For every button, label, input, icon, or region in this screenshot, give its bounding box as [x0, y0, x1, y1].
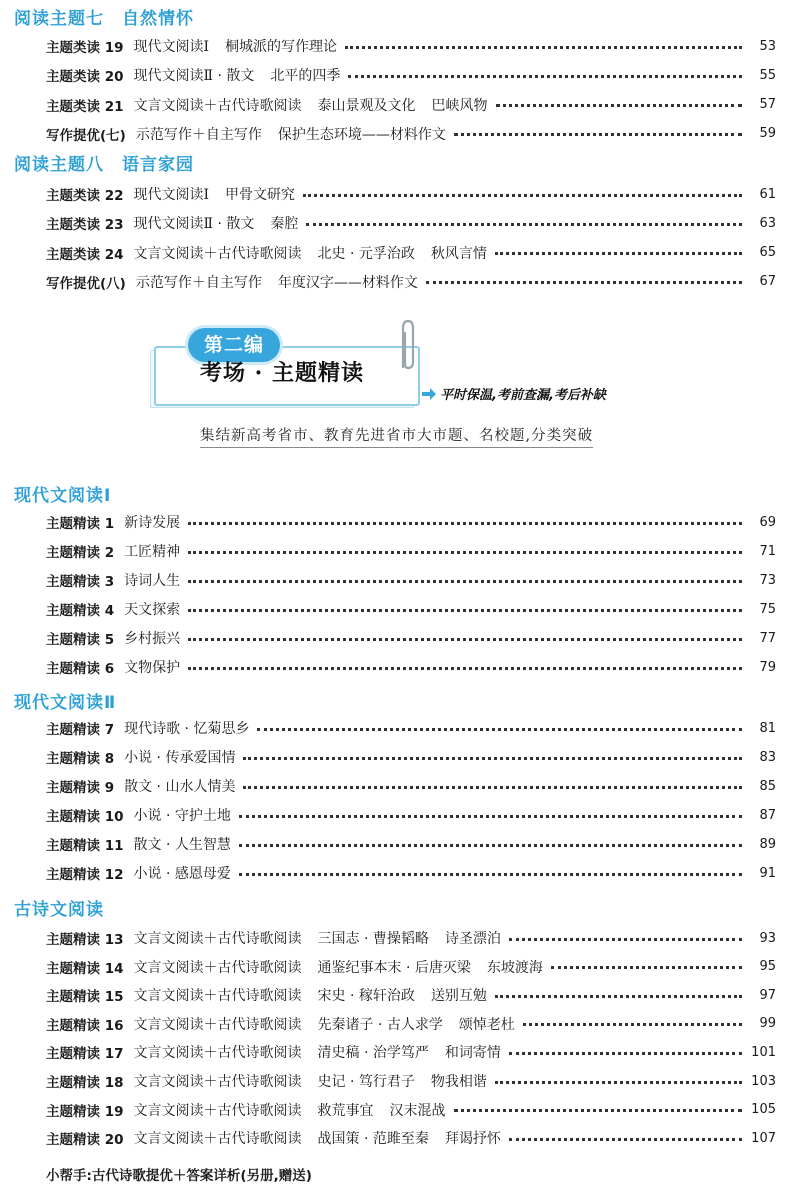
page-number: 83 [759, 749, 776, 765]
page-number: 73 [759, 572, 776, 588]
dot-leader [239, 844, 742, 847]
entry-title: 文言文阅读＋古代诗歌阅读 [133, 245, 302, 262]
page-number: 107 [751, 1130, 776, 1146]
entry-title: 文言文阅读＋古代诗歌阅读 [133, 959, 302, 976]
dot-leader [495, 995, 742, 998]
entry-label: 主题精读 10 [46, 809, 124, 825]
dot-leader [495, 1081, 742, 1084]
toc-entry[interactable] [46, 568, 776, 592]
entry-title: 现代诗歌 · 忆菊思乡 [124, 721, 250, 737]
dot-leader [509, 1138, 742, 1141]
section-heading: 古诗文阅读 [14, 900, 104, 920]
entry-title: 新诗发展 [124, 515, 181, 531]
page-number: 91 [759, 865, 776, 881]
entry-label: 主题类读 19 [46, 40, 124, 56]
page-number: 67 [759, 274, 776, 290]
entry-subtitle-2: 诗圣漂泊 [444, 931, 501, 947]
entry-subtitle-2: 拜谒抒怀 [444, 1131, 501, 1148]
entry-title: 诗词人生 [124, 573, 181, 589]
page-number: 97 [759, 987, 776, 1003]
entry-title: 现代文阅读Ⅱ · 散文 [133, 68, 255, 85]
entry-label: 主题精读 5 [46, 632, 115, 648]
entry-subtitle-2: 秋风言情 [430, 245, 487, 262]
entry-label: 写作提优(八) [46, 275, 126, 292]
toc-entry[interactable] [46, 34, 776, 58]
dot-leader [243, 786, 742, 789]
page-number: 85 [759, 778, 776, 794]
entry-label: 主题精读 14 [46, 960, 124, 977]
entry-label: 主题精读 7 [46, 722, 115, 738]
entry-title: 文言文阅读＋古代诗歌阅读 [133, 1016, 302, 1033]
entry-subtitle: 泰山景观及文化 [317, 97, 416, 114]
dot-leader [509, 1052, 742, 1055]
dot-leader [188, 580, 742, 583]
entry-subtitle: 通鉴纪事本末 · 后唐灭梁 [317, 959, 471, 976]
page-number: 71 [759, 543, 776, 559]
paperclip-icon [395, 318, 419, 374]
entry-title: 小说 · 传承爱国情 [124, 750, 236, 766]
entry-label: 主题类读 22 [46, 188, 124, 204]
entry-subtitle-2: 颂悼老杜 [458, 1016, 515, 1033]
toc-entry[interactable] [46, 539, 776, 563]
entry-subtitle: 清史稿 · 治学笃严 [317, 1045, 429, 1062]
entry-subtitle: 北平的四季 [270, 68, 341, 85]
entry-label: 主题精读 16 [46, 1017, 124, 1034]
toc-entry[interactable] [46, 1012, 776, 1036]
toc-entry[interactable] [46, 926, 776, 950]
dot-leader [188, 667, 742, 670]
dot-leader [306, 223, 742, 226]
arrow-right-icon [422, 388, 436, 400]
entry-title: 示范写作＋自主写作 [135, 126, 262, 143]
entry-label: 主题精读 11 [46, 838, 124, 854]
part-title: 考场 · 主题精读 [200, 360, 364, 386]
dot-leader [348, 75, 742, 78]
entry-label: 主题精读 2 [46, 545, 115, 561]
toc-entry[interactable] [46, 955, 776, 979]
entry-title: 文言文阅读＋古代诗歌阅读 [133, 1131, 302, 1148]
toc-entry[interactable] [46, 63, 776, 87]
toc-entry[interactable] [46, 774, 776, 798]
dot-leader [551, 966, 742, 969]
entry-title: 文言文阅读＋古代诗歌阅读 [133, 1074, 302, 1090]
toc-entry[interactable] [46, 270, 776, 294]
section-heading: 现代文阅读Ⅰ [14, 486, 112, 506]
dot-leader [188, 522, 742, 525]
toc-entry[interactable] [46, 803, 776, 827]
entry-title: 散文 · 人生智慧 [133, 837, 231, 853]
entry-title: 现代文阅读Ⅰ [133, 187, 210, 203]
entry-subtitle: 北史 · 元孚治政 [317, 245, 415, 262]
entry-title: 现代文阅读Ⅰ [133, 39, 210, 55]
entry-subtitle: 救荒事宜 [317, 1102, 374, 1119]
entry-label: 主题精读 3 [46, 574, 115, 590]
section-heading: 现代文阅读Ⅱ [14, 693, 117, 713]
dot-leader [188, 551, 742, 554]
entry-label: 主题精读 6 [46, 661, 115, 677]
dot-leader [243, 757, 742, 760]
toc-entry[interactable] [46, 745, 776, 769]
page-number: 75 [759, 601, 776, 617]
entry-title: 文言文阅读＋古代诗歌阅读 [133, 97, 302, 114]
toc-entry[interactable] [46, 211, 776, 235]
toc-entry[interactable] [46, 241, 776, 265]
dot-leader [496, 104, 743, 107]
dot-leader [454, 133, 742, 136]
page-number: 65 [759, 245, 776, 261]
page-number: 89 [759, 836, 776, 852]
entry-subtitle: 三国志 · 曹操韬略 [317, 931, 429, 947]
dot-leader [523, 1023, 742, 1026]
toc-entry[interactable] [46, 832, 776, 856]
dot-leader [454, 1109, 743, 1112]
toc-entry[interactable] [46, 983, 776, 1007]
entry-label: 主题精读 4 [46, 603, 115, 619]
page-number: 53 [759, 38, 776, 54]
page-number: 101 [751, 1044, 776, 1060]
dot-leader [188, 609, 742, 612]
entry-title: 工匠精神 [124, 544, 181, 560]
page-number: 63 [759, 215, 776, 231]
dot-leader [188, 638, 742, 641]
entry-subtitle: 桐城派的写作理论 [225, 39, 338, 55]
entry-title: 文言文阅读＋古代诗歌阅读 [133, 1045, 302, 1062]
section-heading: 阅读主题八 语言家园 [14, 155, 194, 175]
entry-subtitle: 甲骨文研究 [225, 187, 296, 203]
toc-entry[interactable] [46, 1040, 776, 1064]
entry-subtitle-2: 巴峡风物 [431, 97, 488, 114]
entry-label: 主题精读 1 [46, 516, 115, 532]
entry-label: 主题精读 19 [46, 1103, 124, 1120]
entry-title: 文言文阅读＋古代诗歌阅读 [133, 931, 302, 947]
page-number: 81 [759, 720, 776, 736]
entry-subtitle: 年度汉字——材料作文 [277, 274, 418, 291]
entry-label: 主题精读 15 [46, 989, 124, 1006]
entry-label: 主题精读 13 [46, 932, 124, 948]
entry-label: 主题类读 21 [46, 98, 124, 115]
footer-note: 小帮手:古代诗歌提优＋答案详析(另册,赠送) [46, 1168, 312, 1184]
entry-title: 示范写作＋自主写作 [135, 274, 262, 291]
entry-title: 现代文阅读Ⅱ · 散文 [133, 216, 255, 233]
entry-title: 文言文阅读＋古代诗歌阅读 [133, 988, 302, 1005]
toc-entry[interactable] [46, 510, 776, 534]
dot-leader [426, 281, 742, 284]
toc-entry[interactable] [46, 626, 776, 650]
entry-title: 小说 · 感恩母爱 [133, 866, 231, 882]
entry-subtitle: 战国策 · 范雎至秦 [317, 1131, 429, 1148]
dot-leader [257, 728, 742, 731]
entry-subtitle-2: 和词寄情 [444, 1045, 501, 1062]
toc-entry[interactable] [46, 861, 776, 885]
page-number: 59 [759, 126, 776, 142]
page-number: 57 [759, 97, 776, 113]
entry-subtitle-2: 东坡渡海 [486, 959, 543, 976]
entry-label: 主题精读 12 [46, 867, 124, 883]
page-number: 93 [759, 930, 776, 946]
toc-entry[interactable] [46, 93, 776, 117]
page-number: 105 [751, 1102, 776, 1118]
entry-title: 小说 · 守护土地 [133, 808, 231, 824]
entry-title: 天文探索 [124, 602, 181, 618]
entry-label: 主题精读 20 [46, 1132, 124, 1149]
entry-subtitle-2: 送别互勉 [430, 988, 487, 1005]
entry-title: 文物保护 [124, 660, 181, 676]
dot-leader [239, 815, 742, 818]
page-number: 103 [751, 1073, 776, 1089]
page-number: 87 [759, 807, 776, 823]
entry-label: 主题类读 23 [46, 217, 124, 234]
part-badge: 第二编 [188, 328, 280, 362]
entry-label: 主题类读 24 [46, 246, 124, 263]
entry-subtitle: 保护生态环境——材料作文 [277, 126, 446, 143]
dot-leader [345, 46, 742, 49]
entry-subtitle: 史记 · 笃行君子 [317, 1074, 415, 1090]
dot-leader [495, 252, 742, 255]
toc-entry[interactable] [46, 1126, 776, 1150]
page-number: 95 [759, 959, 776, 975]
dot-leader [303, 194, 742, 197]
page-number: 99 [759, 1016, 776, 1032]
toc-entry[interactable] [46, 716, 776, 740]
entry-label: 主题精读 17 [46, 1046, 124, 1063]
section-heading: 阅读主题七 自然情怀 [14, 9, 194, 29]
toc-entry[interactable] [46, 597, 776, 621]
page-number: 77 [759, 630, 776, 646]
entry-title: 文言文阅读＋古代诗歌阅读 [133, 1102, 302, 1119]
page-number: 69 [759, 514, 776, 530]
toc-entry[interactable] [46, 1069, 776, 1093]
entry-subtitle: 先秦诸子 · 古人求学 [317, 1016, 443, 1033]
entry-label: 主题精读 9 [46, 780, 115, 796]
page-number: 55 [759, 67, 776, 83]
entry-title: 散文 · 山水人情美 [124, 779, 236, 795]
entry-label: 主题精读 18 [46, 1075, 124, 1091]
entry-label: 主题精读 8 [46, 751, 115, 767]
entry-label: 主题类读 20 [46, 69, 124, 86]
entry-label: 写作提优(七) [46, 127, 126, 144]
toc-entry[interactable] [46, 182, 776, 206]
entry-subtitle: 秦腔 [270, 216, 299, 233]
entry-subtitle: 宋史 · 稼轩治政 [317, 988, 415, 1005]
toc-entry[interactable] [46, 1098, 776, 1122]
toc-entry[interactable] [46, 655, 776, 679]
page-number: 79 [759, 659, 776, 675]
entry-title: 乡村振兴 [124, 631, 181, 647]
dot-leader [239, 873, 742, 876]
entry-subtitle-2: 物我相谐 [430, 1074, 487, 1090]
entry-subtitle-2: 汉末混战 [389, 1102, 446, 1119]
page-number: 61 [759, 186, 776, 202]
banner-tagline: 平时保温,考前查漏,考后补缺 [440, 388, 606, 403]
banner-subtitle: 集结新高考省市、教育先进省市大市题、名校题,分类突破 [200, 424, 593, 448]
toc-entry[interactable] [46, 122, 776, 146]
dot-leader [509, 938, 742, 941]
